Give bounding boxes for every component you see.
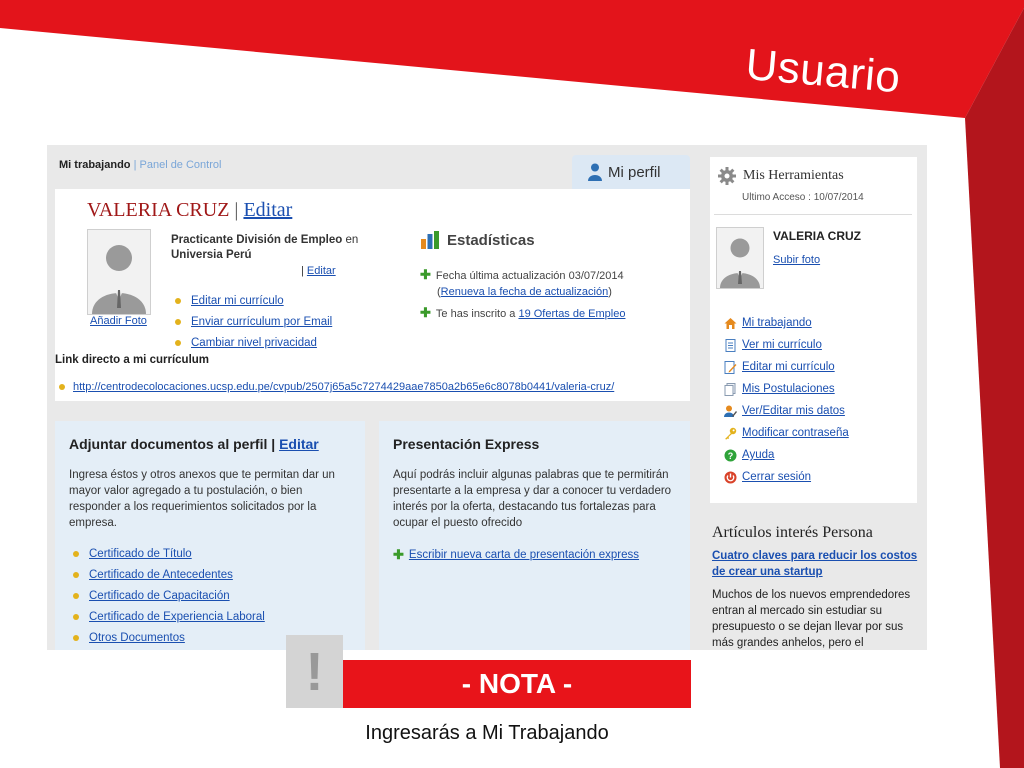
avatar-silhouette-icon <box>88 230 150 314</box>
menu-item-label[interactable]: Ayuda <box>742 449 775 461</box>
list-item[interactable] <box>73 606 265 627</box>
plus-icon: ✚ <box>420 305 431 320</box>
tools-title: Mis Herramientas <box>743 168 844 183</box>
list-item[interactable] <box>73 585 265 606</box>
edit-document-icon <box>724 361 737 374</box>
article-excerpt: Muchos de los nuevos emprendedores entran al mercado sin estudiar su presupuesto o se dejan llevar por sus más grandes anhelos, pero el <box>712 589 911 649</box>
menu-item[interactable] <box>724 378 849 400</box>
menu-item-label[interactable]: Mi trabajando <box>742 317 812 329</box>
tools-user-name: VALERIA CRUZ <box>773 229 861 243</box>
stats-heading <box>420 231 535 249</box>
presentation-title: Presentación Express <box>393 436 540 452</box>
renew-close: ) <box>608 286 612 298</box>
stats-title: Estadísticas <box>447 231 535 249</box>
user-icon <box>588 163 602 181</box>
menu-item[interactable] <box>724 422 849 444</box>
direct-link-row <box>59 381 614 393</box>
attach-separator: | <box>271 436 276 452</box>
menu-item-label[interactable]: Modificar contraseña <box>742 427 849 439</box>
menu-item[interactable] <box>724 334 849 356</box>
bullet-icon <box>73 572 79 578</box>
list-item[interactable] <box>175 332 332 353</box>
role-connector: en <box>345 234 359 246</box>
list-item[interactable] <box>175 290 332 311</box>
profile-name: VALERIA CRUZ <box>87 199 230 221</box>
logout-icon <box>724 471 737 484</box>
avatar <box>716 227 764 289</box>
applied-text: Te has inscrito a <box>435 308 516 320</box>
presentation-description: Aquí podrás incluir algunas palabras que te permitirán presentarte a la empresa y dar a conocer tu verdadero interés por la oferta, destacando tus fortalezas para ocupar el puesto ofrecido <box>393 469 672 529</box>
menu-item-label[interactable]: Cerrar sesión <box>742 471 812 483</box>
bullet-icon <box>73 593 79 599</box>
bullet-icon <box>59 384 65 390</box>
bullet-icon <box>73 635 79 641</box>
article-link[interactable]: Cuatro claves para reducir los costos de crear una startup <box>712 550 918 578</box>
menu-item[interactable] <box>724 312 849 334</box>
attach-documents-heading <box>69 436 319 452</box>
bullet-icon <box>175 319 181 325</box>
presentation-express-panel <box>379 421 690 650</box>
tools-heading <box>718 167 844 185</box>
avatar <box>87 229 151 315</box>
job-offers-link[interactable]: 19 Ofertas de Empleo <box>518 308 626 320</box>
edit-small-row <box>301 265 336 277</box>
edit-documents-link[interactable]: Editar <box>279 436 319 452</box>
list-item[interactable] <box>73 564 265 585</box>
attach-documents-title: Adjuntar documentos al perfil <box>69 436 268 452</box>
breadcrumb <box>59 159 221 171</box>
renew-date-link[interactable]: Renueva la fecha de actualización <box>440 286 609 298</box>
document-link[interactable]: Otros Documentos <box>89 631 185 644</box>
breadcrumb-current[interactable]: Panel de Control <box>139 159 222 171</box>
last-access: Ultimo Acceso : 10/07/2014 <box>742 192 864 203</box>
menu-item[interactable] <box>724 444 849 466</box>
menu-item-label[interactable]: Ver/Editar mis datos <box>742 405 845 417</box>
tab-mi-perfil[interactable] <box>572 155 690 189</box>
document-link[interactable]: Certificado de Título <box>89 547 192 560</box>
bullet-icon <box>175 298 181 304</box>
attach-documents-description: Ingresa éstos y otros anexos que te permitan dar un mayor valor agregado a tu postulación, o bien responder a los requerimientos solicitados por la empresa. <box>69 469 335 529</box>
home-icon <box>724 317 737 330</box>
plus-icon: ✚ <box>420 267 431 282</box>
direct-link-label: Link directo a mi currículum <box>55 354 210 366</box>
upload-photo-link[interactable]: Subir foto <box>773 254 821 266</box>
menu-item-label[interactable]: Editar mi currículo <box>742 361 835 373</box>
email-cv-link[interactable]: Enviar currículum por Email <box>191 315 333 328</box>
warning-exclamation-icon: ! <box>286 635 343 708</box>
stat-applications <box>420 305 625 321</box>
menu-item[interactable] <box>724 356 849 378</box>
renew-open: ( <box>437 286 441 298</box>
menu-item-label[interactable]: Ver mi currículo <box>742 339 822 351</box>
edit-small-link[interactable]: Editar <box>306 265 336 277</box>
bullet-icon <box>73 551 79 557</box>
list-item[interactable] <box>73 627 265 648</box>
breadcrumb-separator: | <box>133 159 137 171</box>
stat-last-update <box>420 267 624 300</box>
tools-panel <box>710 157 917 503</box>
gear-icon <box>718 167 736 185</box>
attach-documents-panel <box>55 421 365 650</box>
profile-name-heading <box>87 199 292 222</box>
tools-menu <box>724 312 849 488</box>
slide-title: Usuario <box>743 40 903 103</box>
edit-cv-link[interactable]: Editar mi currículo <box>191 294 284 307</box>
documents-icon <box>724 383 737 396</box>
role-organization: Universia Perú <box>171 249 252 261</box>
user-edit-icon <box>724 405 737 418</box>
articles-title: Artículos interés Persona <box>712 524 873 541</box>
direct-link-url[interactable]: http://centrodecolocaciones.ucsp.edu.pe/cvpub/2507j65a5c7274429aae7850a2b65e6c8078b0441/valeria-cruz/ <box>73 381 615 393</box>
avatar-silhouette-icon <box>717 228 763 288</box>
menu-item[interactable] <box>724 466 849 488</box>
website-screenshot <box>47 145 927 650</box>
bullet-icon <box>73 614 79 620</box>
profile-actions-list <box>175 290 332 353</box>
bullet-icon <box>175 340 181 346</box>
divider <box>714 214 912 215</box>
edit-small-separator: | <box>301 265 304 277</box>
help-icon <box>724 449 737 462</box>
profile-role <box>171 233 411 263</box>
note-banner: - NOTA - <box>343 660 691 708</box>
role-title: Practicante División de Empleo <box>171 234 343 246</box>
document-link[interactable]: Certificado de Capacitación <box>89 589 230 602</box>
list-item[interactable] <box>175 311 332 332</box>
list-item[interactable] <box>73 543 265 564</box>
document-icon <box>724 339 737 352</box>
document-link[interactable]: Certificado de Experiencia Laboral <box>89 610 265 623</box>
tab-label: Mi perfil <box>608 163 661 181</box>
privacy-link[interactable]: Cambiar nivel privacidad <box>191 336 317 349</box>
new-presentation-link[interactable]: Escribir nueva carta de presentación express <box>408 549 640 561</box>
name-separator: | <box>234 199 239 221</box>
key-icon <box>724 427 737 440</box>
bar-chart-icon <box>420 231 440 249</box>
plus-icon: ✚ <box>393 547 404 562</box>
profile-panel <box>55 189 690 401</box>
document-link[interactable]: Certificado de Antecedentes <box>89 568 233 581</box>
menu-item-label[interactable]: Mis Postulaciones <box>742 383 835 395</box>
menu-item[interactable] <box>724 400 849 422</box>
documents-list <box>73 543 265 648</box>
note-caption: Ingresarás a Mi Trabajando <box>365 722 609 744</box>
edit-profile-link[interactable]: Editar <box>243 199 293 221</box>
last-update-text: Fecha última actualización 03/07/2014 <box>435 270 624 282</box>
add-photo-link[interactable]: Añadir Foto <box>90 315 147 327</box>
breadcrumb-home[interactable]: Mi trabajando <box>59 159 131 171</box>
svg-text:?: ? <box>727 450 734 461</box>
presentation-link-row <box>393 547 639 563</box>
